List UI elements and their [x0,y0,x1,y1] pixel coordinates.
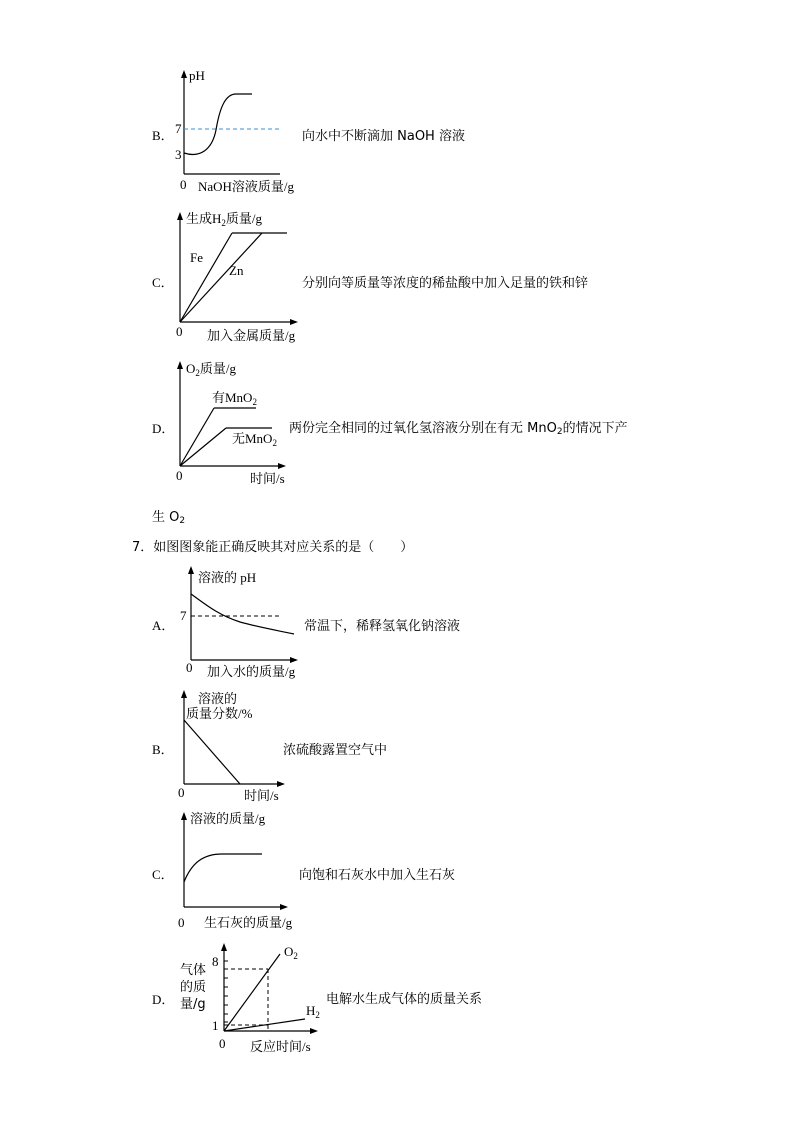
origin: 0 [180,177,187,192]
y-axis-arrow [221,943,227,951]
y-axis-label: $O_2$质量/g [186,361,237,378]
tick-3: 3 [175,147,182,162]
y-axis-label: 生成$H_2$质量/g [186,211,263,228]
x-axis-label: NaOH溶液质量/g [198,179,295,194]
tick-1: 1 [212,1018,219,1033]
x-axis-label: 加入金属质量/g [207,328,296,343]
origin: 0 [178,785,185,800]
origin: 0 [178,915,185,930]
zn-label: Zn [229,263,244,278]
y-axis-label-7d-line1: 气体 [180,963,207,978]
option-desc-6d-wrap: 生 $O_2$ [152,510,186,526]
option-label-7c: C． [152,867,174,882]
option-desc-6c: 分别向等质量等浓度的稀盐酸中加入足量的铁和锌 [302,276,589,291]
o2-line [224,954,280,1031]
option-desc-6b: 向水中不断滴加 NaOH 溶液 [302,129,465,144]
question-7-stem: 7．如图图象能正确反映其对应关系的是（ ） [132,540,414,555]
y-axis-label-7d-line3: 量/g [180,997,206,1012]
o2-label: $O_2$ [284,944,298,961]
option-desc-7c: 向饱和石灰水中加入生石灰 [299,868,456,883]
y-axis-label: 溶液的质量/g [190,811,266,826]
option-desc-7b: 浓硫酸露置空气中 [283,743,388,758]
tick-8: 8 [212,954,219,969]
fe-label: Fe [190,250,203,265]
tick-7: 7 [180,608,187,623]
option-desc-6d: 两份完全相同的过氧化氢溶液分别在有无 MnO$_2$的情况下产 [289,421,628,437]
option-label-6d: D． [152,421,175,436]
tick-7: 7 [175,121,182,136]
option-label-6c: C． [152,275,174,290]
y-axis-label-line1: 溶液的 [198,691,238,706]
x-axis-label: 生石灰的质量/g [204,915,293,930]
x-axis-arrow [310,1028,318,1034]
option-label-6b: B． [152,128,174,143]
option-desc-7a: 常温下，稀释氢氧化钠溶液 [304,619,461,634]
option-label-7a: A． [152,618,175,633]
option-desc-7d: 电解水生成气体的质量关系 [326,992,483,1007]
x-axis-label: 时间/s [244,788,279,803]
with-mno2-label: 有MnO$_2$ [212,390,257,407]
y-axis-ticks [224,961,228,1022]
h2-label: $H_2$ [306,1003,320,1020]
y-axis-label-line2: 质量分数/% [186,706,253,721]
option-label-7b: B． [152,742,174,757]
y-axis-label: pH [189,68,205,83]
origin: 0 [186,660,193,675]
x-axis-label: 加入水的质量/g [207,664,296,679]
origin: 0 [219,1036,226,1051]
origin: 0 [176,468,183,483]
without-mno2-label: 无MnO$_2$ [232,431,277,448]
x-axis-label: 时间/s [250,471,285,486]
y-axis-label-7d-line2: 的质 [180,980,207,995]
h2-line [224,1019,305,1031]
y-axis-label: 溶液的 pH [198,570,257,585]
origin: 0 [176,324,183,339]
x-axis-label: 反应时间/s [250,1039,311,1054]
option-label-7d: D． [152,992,175,1007]
